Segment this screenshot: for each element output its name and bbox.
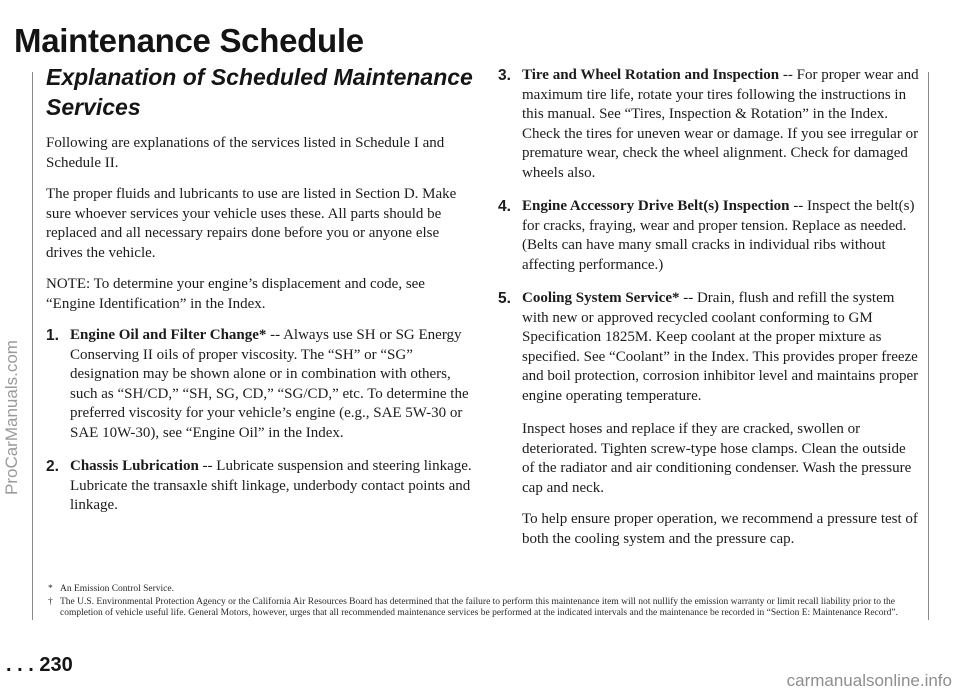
left-margin-rule bbox=[32, 72, 33, 620]
note-paragraph: NOTE: To determine your engine’s displacement and code, see “Engine Identification” in the Index. bbox=[46, 276, 425, 312]
maintenance-item-tire-rotation bbox=[498, 66, 920, 183]
cooling-paragraph: To help ensure proper operation, we recommend a pressure test of both the cooling system and the pressure cap. bbox=[522, 511, 918, 547]
page-number: . . . 230 bbox=[6, 654, 73, 676]
footnote-text: The U.S. Environmental Protection Agency or the California Air Resources Board has determined that the failure to perform this maintenance item will not nullify the emission warranty or limit recall liability prior to the completion of vehicle useful life. General Motors, however, urges that all recommended maintenance services be performed at the indicated intervals and the maintenance be recorded in “Section E: Maintenance Record”. bbox=[60, 597, 899, 618]
bottom-watermark: carmanualsonline.info bbox=[786, 671, 952, 690]
right-column bbox=[498, 66, 920, 561]
right-margin-rule bbox=[928, 72, 929, 620]
intro-paragraph: Following are explanations of the services listed in Schedule I and Schedule II. bbox=[46, 135, 445, 171]
item-number: 3. bbox=[498, 67, 511, 84]
item-text: -- Inspect the belt(s) for cracks, fraying, wear and proper tension. Replace as needed. (Belts can have many small cracks in individual ribs without affecting performance.) bbox=[522, 198, 915, 273]
footnote-symbol: † bbox=[48, 597, 53, 607]
item-number: 2. bbox=[46, 458, 59, 475]
page-title: Maintenance Schedule bbox=[14, 22, 364, 59]
item-text: -- For proper wear and maximum tire life, rotate your tires following the instructions in this manual. See “Tires, Inspection & Rotation” in the Index. Check the tires for uneven wear or damage. If you see irregular or premature wear, check the wheel alignment. Check for damaged wheels also. bbox=[522, 67, 919, 181]
footnote-symbol: * bbox=[48, 584, 53, 594]
item-heading: Engine Oil and Filter Change* bbox=[70, 327, 267, 343]
footnote bbox=[46, 584, 920, 595]
footnotes bbox=[46, 584, 920, 621]
item-text: -- Drain, flush and refill the system with new or approved recycled coolant conforming to GM Specification 1825M. Keep coolant at the proper mixture as specified. See “Coolant” in the Index. This provides proper freeze and boil protection, corrosion inhibitor level and maintains proper engine operating temperature. bbox=[522, 290, 919, 404]
maintenance-item-drive-belt bbox=[498, 197, 920, 275]
side-watermark: ProCarManuals.com bbox=[2, 340, 21, 495]
item-number: 1. bbox=[46, 327, 59, 344]
left-column bbox=[46, 62, 476, 530]
item-heading: Engine Accessory Drive Belt(s) Inspection bbox=[522, 198, 790, 214]
maintenance-item-engine-oil bbox=[46, 326, 476, 443]
item-heading: Cooling System Service* bbox=[522, 290, 680, 306]
item-heading: Tire and Wheel Rotation and Inspection bbox=[522, 67, 780, 83]
item-text: -- Lubricate suspension and steering linkage. Lubricate the transaxle shift linkage, underbody contact points and linkage. bbox=[70, 458, 472, 513]
section-heading: Explanation of Scheduled Maintenance Services bbox=[46, 64, 473, 120]
item-heading: Chassis Lubrication bbox=[70, 458, 199, 474]
item-number: 5. bbox=[498, 290, 511, 307]
intro-paragraph: The proper fluids and lubricants to use are listed in Section D. Make sure whoever services your vehicle uses these. All parts should be replaced and all necessary repairs done before you or anyone else drives the vehicle. bbox=[46, 186, 457, 261]
item-number: 4. bbox=[498, 198, 511, 215]
cooling-paragraph: Inspect hoses and replace if they are cracked, swollen or deteriorated. Tighten screw-type hose clamps. Clean the outside of the radiator and air conditioning condenser. Wash the pressure cap and neck. bbox=[522, 421, 912, 496]
item-text: -- Always use SH or SG Energy Conserving II oils of proper viscosity. The “SH” or “SG” designation may be shown alone or in combination with others, such as “SH/CD,” “SH, SG, CD,” “SG/CD,” etc. To determine the preferred viscosity for your vehicle’s engine (e.g., SAE 5W-30 or SAE 10W-30), see “Engine Oil” in the Index. bbox=[70, 327, 469, 441]
footnote-text: An Emission Control Service. bbox=[60, 584, 174, 594]
footnote bbox=[46, 597, 920, 619]
maintenance-item-chassis-lubrication bbox=[46, 457, 476, 516]
maintenance-item-cooling-system bbox=[498, 289, 920, 406]
